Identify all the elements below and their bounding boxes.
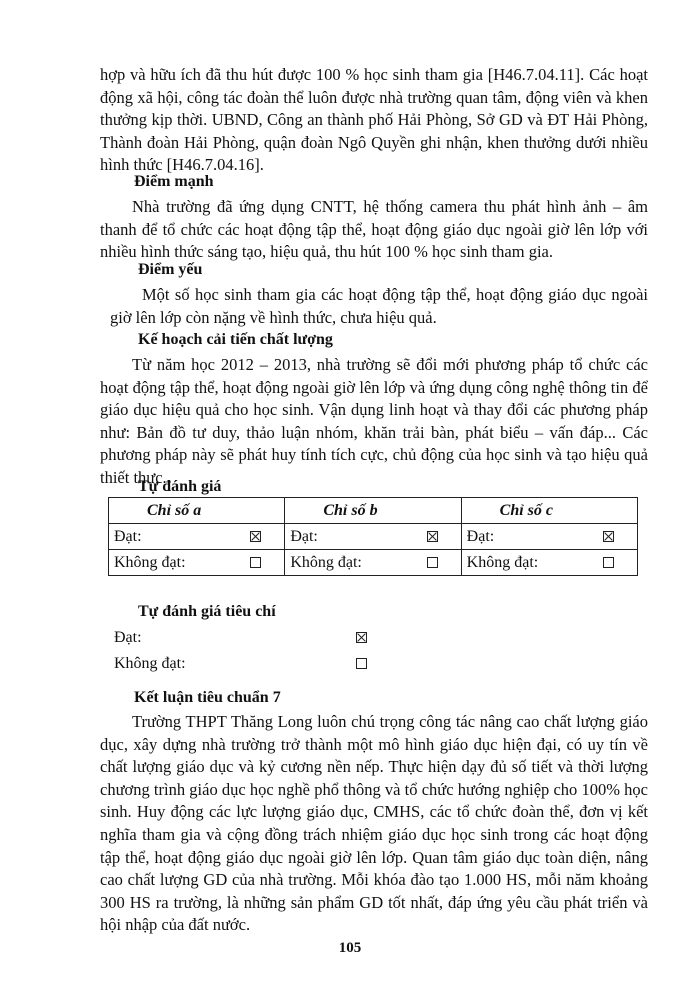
- fail-label: Không đạt:: [466, 553, 539, 571]
- indicator-a-pass-cell: [109, 524, 285, 550]
- improvement-plan-heading: Kế hoạch cải tiến chất lượng: [138, 331, 333, 348]
- indicator-c-pass-checkbox[interactable]: [603, 531, 614, 542]
- criterion-assessment-heading: Tự đánh giá tiêu chí: [138, 603, 276, 620]
- indicator-a-header: Chỉ số a: [109, 498, 285, 524]
- criterion-pass-row: [114, 628, 142, 648]
- indicator-c-pass-cell: [461, 524, 637, 550]
- self-assessment-heading: Tự đánh giá: [138, 478, 222, 495]
- weaknesses-heading: Điểm yếu: [138, 261, 203, 278]
- criterion-fail-row: [114, 654, 186, 674]
- indicator-a-fail-checkbox[interactable]: [250, 557, 261, 568]
- indicator-pass-row: [109, 524, 638, 550]
- indicator-b-pass-checkbox[interactable]: [427, 531, 438, 542]
- indicator-a-pass-checkbox[interactable]: [250, 531, 261, 542]
- indicator-b-header: Chỉ số b: [285, 498, 461, 524]
- indicator-fail-row: [109, 550, 638, 576]
- criterion-pass-label: Đạt:: [114, 629, 142, 646]
- improvement-plan-paragraph: Từ năm học 2012 – 2013, nhà trường sẽ đổi mới phương pháp tổ chức các hoạt động tập thể, hoạt động ngoài giờ lên lớp và ứng dụng công nghệ thông tin để giáo dục hiệu quả cho học sinh. Vận dụng linh hoạt và thay đổi các phương pháp như: Bản đồ tư duy, thảo luận nhóm, khăn trải bàn, phát biểu – vấn đáp... Các phương pháp này sẽ phát huy tính tích cực, chủ động của học sinh và tạo hiệu quả thiết thực.: [100, 355, 648, 487]
- strengths-heading: Điểm mạnh: [134, 173, 214, 190]
- intro-paragraph: hợp và hữu ích đã thu hút được 100 % học sinh tham gia [H46.7.04.11]. Các hoạt động xã hội, công tác đoàn thể luôn được nhà trường quan tâm, động viên và khen thưởng kịp thời. UBND, Công an thành phố Hải Phòng, Sở GD và ĐT Hải Phòng, Thành đoàn Hải Phòng, quận đoàn Ngô Quyền ghi nhận, khen thưởng dưới nhiều hình thức [H46.7.04.16].: [100, 65, 648, 175]
- criterion-fail-label: Không đạt:: [114, 655, 186, 672]
- indicator-a-fail-cell: [109, 550, 285, 576]
- indicator-header-row: [109, 498, 638, 524]
- strengths-paragraph: Nhà trường đã ứng dụng CNTT, hệ thống camera thu phát hình ảnh – âm thanh để tổ chức các hoạt động tập thể, hoạt động giáo dục ngoài giờ lên lớp với nhiều hình thức sáng tạo, hiệu quả, thu hút 100 % học sinh tham gia.: [100, 197, 648, 262]
- indicator-b-pass-cell: [285, 524, 461, 550]
- criterion-pass-checkbox[interactable]: [356, 632, 367, 643]
- weaknesses-paragraph: Một số học sinh tham gia các hoạt động tập thể, hoạt động giáo dục ngoài giờ lên lớp còn nặng về hình thức, chưa hiệu quả.: [110, 285, 648, 327]
- page-number: 105: [338, 940, 362, 956]
- indicator-b-fail-cell: [285, 550, 461, 576]
- pass-label: Đạt:: [290, 527, 318, 545]
- indicator-c-fail-cell: [461, 550, 637, 576]
- pass-label: Đạt:: [466, 527, 495, 545]
- pass-label: Đạt:: [114, 527, 142, 545]
- indicator-c-fail-checkbox[interactable]: [603, 557, 614, 568]
- conclusion-paragraph: Trường THPT Thăng Long luôn chú trọng công tác nâng cao chất lượng giáo dục, xây dựng nhà trường trở thành một mô hình giáo dục hiện đại, có uy tín về chất lượng giáo dục và kỷ cương nền nếp. Thực hiện dạy đủ số tiết và thời lượng chương trình giáo dục học nghề phổ thông và tổ chức hướng nghiệp cho 100% học sinh. Huy động các lực lượng giáo dục, CMHS, các tổ chức đoàn thể, đơn vị kết nghĩa tham gia và cộng đồng trách nhiệm giáo dục học sinh trong các hoạt động tập thể, hoạt động giáo dục ngoài giờ lên lớp. Quan tâm giáo dục toàn diện, nâng cao chất lượng GD của nhà trường. Mỗi khóa đào tạo 1.000 HS, mỗi năm khoảng 300 HS ra trường, là những sản phẩm GD tốt nhất, đáp ứng yêu cầu phát triển và hội nhập của đất nước.: [100, 712, 648, 935]
- fail-label: Không đạt:: [114, 553, 186, 571]
- indicator-table: [108, 497, 638, 576]
- fail-label: Không đạt:: [290, 553, 362, 571]
- indicator-b-fail-checkbox[interactable]: [427, 557, 438, 568]
- conclusion-heading: Kết luận tiêu chuẩn 7: [134, 689, 281, 706]
- indicator-c-header: Chỉ số c: [461, 498, 637, 524]
- criterion-fail-checkbox[interactable]: [356, 658, 367, 669]
